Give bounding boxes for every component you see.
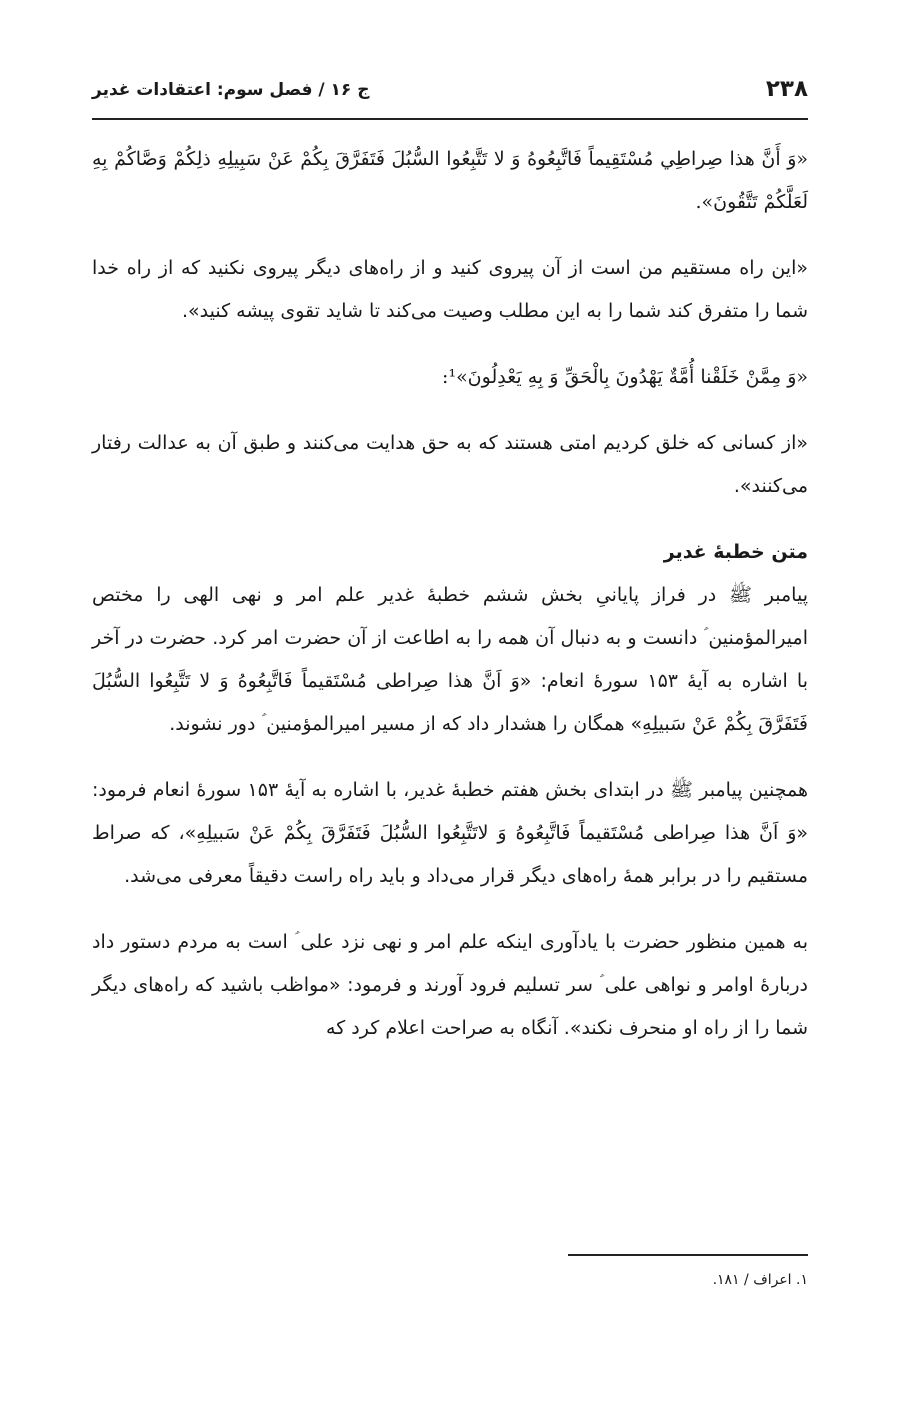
quran-verse-2: «وَ مِمَّنْ خَلَقْنا أُمَّةٌ يَهْدُونَ بِالْحَقِّ وَ بِهِ يَعْدِلُونَ»¹: [442, 366, 808, 388]
chapter-title: ج ۱۶ / فصل سوم: اعتقادات غدیر [92, 80, 370, 100]
body-paragraph-1: پیامبر ﷺ در فراز پایانیِ بخش ششم خطبۀ غدیر علم امر و نهی الهی را مختص امیرالمؤمنین ؑ دانست و به دنبال آن همه را به اطاعت از آن حضرت امر کرد. حضرت در آخر با اشاره به آیۀ ۱۵۳ سورۀ انعام: «وَ اَنَّ هذا صِراطی مُسْتَقیماً فَاتَّبِعُوهُ وَ لا تَتَّبِعُوا السُّبُلَ فَتَفَرَّقَ بِكُمْ عَنْ سَبیلِهِ» همگان را هشدار داد که از مسیر امیرالمؤمنین ؑ دور نشوند. [92, 584, 808, 735]
running-header [92, 74, 808, 120]
footnote-divider [568, 1254, 808, 1256]
section-heading: متن خطبۀ غدیر [663, 541, 808, 563]
page-number: ۲۳۸ [765, 76, 808, 102]
quran-verse-1: «وَ أَنَّ هذا صِراطِي مُسْتَقِيماً فَاتَّبِعُوهُ وَ لا تَتَّبِعُوا السُّبُلَ فَتَفَرَّقَ بِكُمْ عَنْ سَبِيلِهِ ذلِكُمْ وَصَّاكُمْ بِهِ لَعَلَّكُمْ تَتَّقُونَ». [92, 148, 808, 213]
footnote: ۱. اعراف / ۱۸۱. [712, 1272, 808, 1288]
body-paragraph-3: به همین منظور حضرت با یادآوری اینکه علم امر و نهی نزد علی ؑ است به مردم دستور داد دربارۀ اوامر و نواهی علی ؑ سر تسلیم فرود آورند و فرمود: «مواظب باشید که راه‌های دیگر شما را از راه او منحرف نکند». آنگاه به صراحت اعلام کرد که [92, 931, 808, 1039]
body-paragraph-2: همچنین پیامبر ﷺ در ابتدای بخش هفتم خطبۀ غدیر، با اشاره به آیۀ ۱۵۳ سورۀ انعام فرمود: «وَ اَنَّ هذا صِراطی مُسْتَقیماً فَاتَّبِعُوهُ وَ لاتَتَّبِعُوا السُّبُلَ فَتَفَرَّقَ بِكُمْ عَنْ سَبیلِهِ»، که صراط مستقیم را در برابر همۀ راه‌های دیگر قرار می‌داد و باید راه راست دقیقاً معرفی می‌شد. [92, 779, 808, 887]
book-page [92, 0, 808, 1405]
verse-translation-2: «از کسانی که خلق کردیم امتی هستند که به حق هدایت می‌کنند و طبق آن به عدالت رفتار می‌کنند». [92, 432, 808, 497]
verse-translation-1: «این راه مستقیم من است از آن پیروی کنید و از راه‌های دیگر پیروی نکنید که از راه خدا شما را متفرق کند شما را به این مطلب وصیت می‌کند تا شاید تقوی پیشه کنید». [92, 257, 808, 322]
page-body [92, 138, 808, 1073]
